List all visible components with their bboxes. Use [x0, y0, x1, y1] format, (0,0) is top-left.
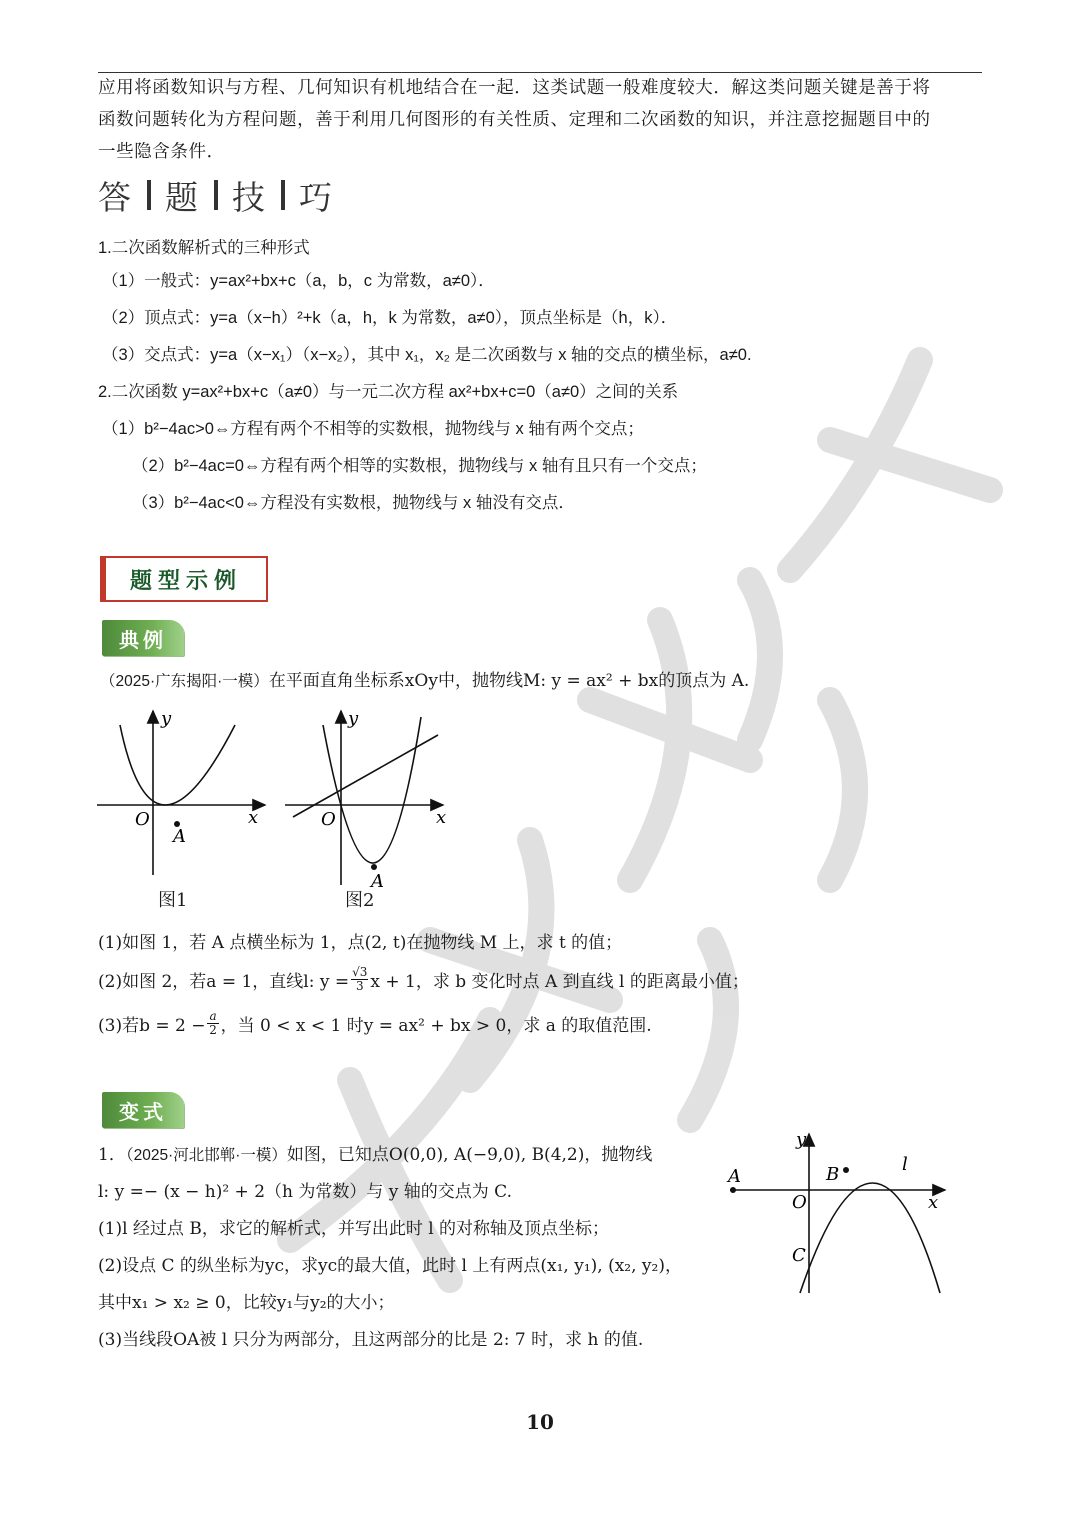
- section-title-char: 巧: [299, 177, 334, 217]
- example-stem: [100, 666, 749, 691]
- vertex-label: A: [173, 826, 186, 847]
- page-number: 10: [526, 1410, 554, 1434]
- parabola-l: [800, 1183, 940, 1293]
- figure-2-caption: 图2: [345, 890, 375, 911]
- intro-line: 函数问题转化为方程问题，善于利用几何图形的有关性质、定理和二次函数的知识，并注意挖掘题目中的: [98, 110, 931, 130]
- badge-label: 题型示例: [129, 568, 242, 594]
- point-a: [730, 1187, 736, 1193]
- variant-text: 如图，已知点O(0,0), A(−9,0), B(4,2)，抛物线: [286, 1145, 653, 1165]
- parabola: [323, 717, 421, 863]
- q2-text-pre: (2)如图 2，若a = 1，直线l: y =: [98, 972, 350, 992]
- fraction-denominator: 3: [355, 979, 364, 993]
- example-question-2: [98, 966, 749, 993]
- figure-1-caption: 图1: [158, 890, 188, 911]
- example-stem-text: 在平面直角坐标系xOy中，抛物线M: y = ax² + bx的顶点为 A.: [268, 671, 750, 691]
- section-title: [98, 170, 334, 220]
- x-label: x: [928, 1192, 939, 1213]
- point-c-label: C: [792, 1245, 806, 1266]
- badge-variant: [102, 1092, 184, 1128]
- title-separator: [214, 180, 218, 210]
- parabola: [120, 725, 235, 805]
- figure-2: [283, 705, 468, 890]
- curve-label-l: l: [902, 1154, 908, 1175]
- section-title-char: 技: [232, 177, 267, 217]
- fraction-numerator: a: [209, 1009, 217, 1023]
- title-separator: [281, 180, 285, 210]
- variant-question-2: (2)设点 C 的纵坐标为yc，求yc的最大值，此时 l 上有两点(x₁, y₁), (x₂, y₂)，: [98, 1256, 682, 1276]
- badge-example: [102, 620, 184, 656]
- intro-paragraph: [98, 72, 988, 168]
- badge-label: 典例: [119, 627, 167, 652]
- point-b: [843, 1167, 849, 1173]
- example-question-3: [98, 1010, 652, 1037]
- variant-question-2-cont: 其中x₁ > x₂ ≥ 0，比较y₁与y₂的大小；: [98, 1293, 395, 1313]
- y-label: y: [161, 708, 172, 729]
- y-label: y: [796, 1129, 807, 1150]
- tips-heading-1: 1.二次函数解析式的三种形式: [98, 239, 310, 257]
- title-separator: [147, 180, 151, 210]
- variant-number: 1．: [98, 1145, 126, 1165]
- y-label: y: [348, 708, 359, 729]
- tips-relation-2: （2）b²−4ac=0⇔方程有两个相等的实数根，抛物线与 x 轴有且只有一个交点；: [132, 457, 707, 475]
- point-a-label: A: [728, 1166, 741, 1187]
- fraction: [207, 1010, 218, 1037]
- tips-form-vertex: （2）顶点式：y=a（x−h）²+k（a，h，k 为常数，a≠0），顶点坐标是（h，k）．: [102, 309, 678, 327]
- fraction: [351, 966, 368, 993]
- example-question-1: (1)如图 1，若 A 点横坐标为 1，点(2, t)在抛物线 M 上，求 t 的值；: [98, 933, 623, 953]
- origin-label: O: [792, 1192, 807, 1213]
- intro-line: 应用将函数知识与方程、几何知识有机地结合在一起．这类试题一般难度较大．解这类问题关键是善于将: [98, 78, 931, 98]
- fraction-denominator: 2: [209, 1023, 217, 1037]
- tips-form-general: （1）一般式：y=ax²+bx+c（a，b，c 为常数，a≠0）．: [102, 272, 495, 290]
- variant-question-3: (3)当线段OA被 l 只分为两部分，且这两部分的比是 2: 7 时，求 h 的值.: [98, 1330, 644, 1350]
- badge-question-types: [100, 556, 268, 602]
- fraction-numerator: √3: [352, 965, 368, 979]
- origin-label: O: [135, 809, 150, 830]
- variant-source: （2025·河北邯郸·一模）: [125, 1147, 287, 1164]
- tips-heading-2: 2.二次函数 y=ax²+bx+c（a≠0）与一元二次方程 ax²+bx+c=0（a≠0）之间的关系: [98, 383, 679, 401]
- variant-line-2: l: y =− (x − h)² + 2（h 为常数）与 y 轴的交点为 C.: [98, 1182, 512, 1202]
- example-source: （2025·广东揭阳·一模）: [100, 673, 269, 690]
- badge-label: 变式: [119, 1099, 167, 1124]
- origin-label: O: [321, 809, 336, 830]
- tips-relation-1: （1）b²−4ac>0⇔方程有两个不相等的实数根，抛物线与 x 轴有两个交点；: [102, 420, 644, 438]
- tips-form-intercept: （3）交点式：y=a（x−x₁）（x−x₂），其中 x₁，x₂ 是二次函数与 x 轴的交点的横坐标，a≠0.: [102, 346, 752, 364]
- intro-line: 一些隐含条件．: [98, 142, 225, 162]
- variant-line-1: [98, 1140, 652, 1165]
- section-title-char: 答: [98, 177, 133, 217]
- variant-figure: [720, 1128, 950, 1298]
- variant-question-1: (1)l 经过点 B，求它的解析式，并写出此时 l 的对称轴及顶点坐标；: [98, 1219, 610, 1239]
- section-title-char: 题: [165, 177, 200, 217]
- x-label: x: [436, 807, 447, 828]
- figure-1: [95, 705, 275, 880]
- vertex-label: A: [371, 871, 384, 890]
- q3-text-pre: (3)若b = 2 −: [98, 1016, 206, 1036]
- x-label: x: [248, 807, 259, 828]
- tips-relation-3: （3）b²−4ac<0⇔方程没有实数根，抛物线与 x 轴没有交点．: [132, 494, 575, 512]
- vertex-point: [371, 864, 377, 870]
- tips-section: [98, 233, 998, 522]
- q2-text-post: x + 1，求 b 变化时点 A 到直线 l 的距离最小值；: [370, 972, 749, 992]
- point-b-label: B: [826, 1164, 840, 1185]
- q3-text-post: ，当 0 < x < 1 时y = ax² + bx > 0，求 a 的取值范围.: [220, 1016, 652, 1036]
